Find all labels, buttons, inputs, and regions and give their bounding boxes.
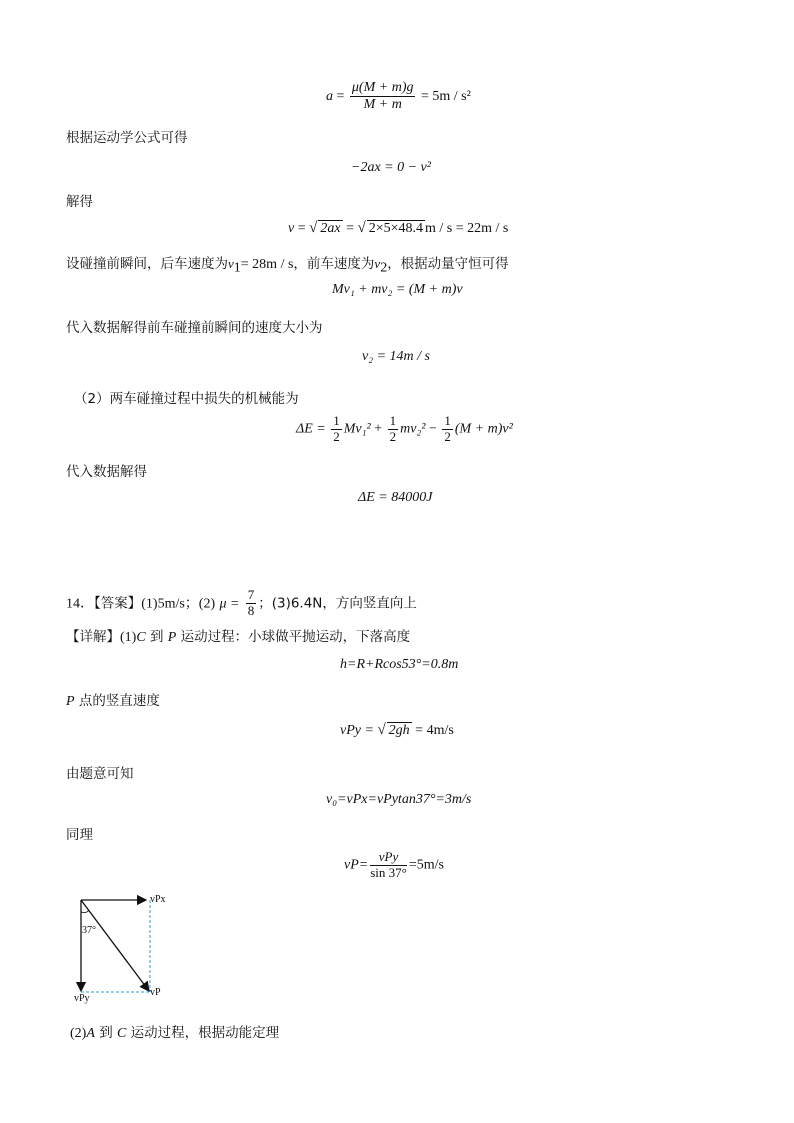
eq-a-denominator: M + m [363, 97, 402, 113]
angle-arc [81, 910, 89, 913]
equation-vpy: vPy = √ 2gh = 4m/s [340, 722, 454, 738]
text-part2-final [70, 1021, 279, 1042]
eq-dE-t3: (M + m)v² [454, 421, 513, 437]
eq-a-rhs: 5m / s² [432, 88, 471, 104]
eq-v-rhs: m / s = 22m / s [425, 221, 509, 236]
q14-answer-line [66, 588, 417, 619]
q14-mu-den: 8 [247, 602, 255, 618]
eq-dE-frac2-den: 2 [389, 428, 397, 444]
final-C: C [116, 1026, 127, 1041]
label-vpy: vPy [74, 993, 90, 1004]
q14-mu-num: 7 [247, 587, 255, 602]
q14-answer-tag: 【答案】 [94, 595, 142, 612]
eq-vpy-rhs: = 4m/s [415, 723, 454, 738]
final-c: 运动过程，根据动能定理 [130, 1025, 280, 1041]
text-v1-value: = 28m / s [240, 257, 294, 272]
text-part2: （2）两车碰撞过程中损失的机械能为 [74, 391, 299, 407]
detail-l1-c: 运动过程：小球做平抛运动，下落高度 [180, 629, 411, 645]
equation-v0 [326, 792, 471, 808]
equation-deltaE-value [358, 490, 432, 506]
eq-a-lhs: a [326, 88, 333, 104]
label-angle: 37° [82, 925, 96, 936]
eq-vp-num: vPy [378, 849, 399, 864]
eq-h: h=R+Rcos53°=0.8m [340, 657, 459, 672]
eq-vp-den: sin 37° [370, 864, 407, 880]
eq-a-numerator: μ(M + m)g [351, 80, 414, 95]
text-substitute-2: 代入数据解得 [66, 464, 147, 480]
final-b: 到 [99, 1025, 113, 1041]
detail-line-1 [66, 625, 410, 646]
eq-v-sqrt1: 2ax [320, 221, 341, 236]
text-from-problem: 由题意可知 [66, 766, 134, 782]
q14-ans1: (1)5m/s；(2) [141, 596, 216, 612]
eq-dE-frac1-num: 1 [333, 413, 340, 428]
eq-dE-minus: − [428, 421, 437, 437]
eq-vpy-lhs: vPy = [340, 723, 374, 738]
eq-v2: v₂ = 14m / s [362, 349, 430, 364]
eq-dE-value: ΔE = 84000J [358, 490, 433, 505]
q14-number: 14． [66, 596, 94, 612]
text-collision: 设碰撞前瞬间，后车速度为$v_1= 28m / s$，前车速度为$v_2$，根据动量守恒可得 [66, 256, 509, 276]
eq-dE-frac3-num: 1 [444, 413, 451, 428]
eq-dE-frac1-den: 2 [333, 428, 340, 444]
eq-dE-frac3-den: 2 [444, 428, 451, 444]
eq-dE-t1: Mv₁² [343, 421, 371, 437]
equation-kinematic [351, 160, 431, 176]
velocity-diagram [70, 890, 180, 1008]
eq-dE-t2: mv₂² [400, 421, 426, 437]
equation-acceleration: a = $\frac{\mu(M + m)g}{M + m}$ = 5m / s² [326, 80, 471, 113]
text-kinematics: 根据运动学公式可得 [66, 130, 188, 146]
text-collision-mid: ，前车速度为 [293, 256, 375, 272]
text-jiede-1: 解得 [66, 194, 93, 210]
eq-momentum: Mv₁ + mv₂ = (M + m)v [332, 282, 463, 297]
detail-l1-C: C [136, 630, 146, 645]
text-collision-prefix: 设碰撞前瞬间，后车速度为 [66, 256, 228, 272]
equation-momentum [332, 282, 463, 298]
final-a: (2) [70, 1026, 87, 1041]
equation-v2 [362, 349, 430, 365]
final-A: A [86, 1026, 95, 1041]
eq-a-fraction [350, 80, 416, 113]
q14-mu: μ = [219, 596, 240, 612]
eq-dE-frac2-num: 1 [389, 413, 397, 428]
eq-kin: −2ax = 0 − v² [351, 160, 431, 175]
eq-dE-lhs: ΔE = [296, 421, 326, 437]
detail-l1-P: P [167, 630, 177, 645]
eq-v0: v₀=vPx=vPytan37°=3m/s [326, 792, 472, 807]
label-vp: vP [150, 987, 161, 998]
label-vpx: vPx [150, 894, 166, 905]
text-p-vertical-line [66, 689, 160, 710]
text-collision-suffix: ，根据动量守恒可得 [387, 256, 509, 272]
text-substitute-1: 代入数据解得前车碰撞前瞬间的速度大小为 [66, 320, 323, 336]
detail-l1-b: 到 [149, 629, 164, 645]
eq-vp-rhs: =5m/s [408, 857, 444, 873]
equation-vp [344, 850, 444, 881]
eq-v-sqrt2: 2×5×48.4 [368, 221, 424, 236]
text-p-vertical: 点的竖直速度 [78, 693, 160, 709]
eq-vpy-sqrt: 2gh [388, 723, 410, 738]
detail-tag: 【详解】 [66, 629, 120, 645]
equation-velocity: v = √ 2ax = √ 2×5×48.4 m / s = 22m / s [288, 220, 509, 236]
equation-height [340, 657, 458, 673]
equation-deltaE [296, 414, 513, 445]
eq-dE-plus: + [374, 421, 383, 437]
eq-vp-lhs: vP= [344, 857, 369, 873]
text-p-letter: P [66, 694, 75, 709]
detail-l1-a: (1) [120, 630, 137, 645]
text-similarly: 同理 [66, 827, 93, 843]
vp-arrow [81, 900, 149, 991]
eq-v-lhs: v [288, 221, 295, 236]
q14-ans3: ；(3)6.4N，方向竖直向上 [258, 595, 417, 612]
